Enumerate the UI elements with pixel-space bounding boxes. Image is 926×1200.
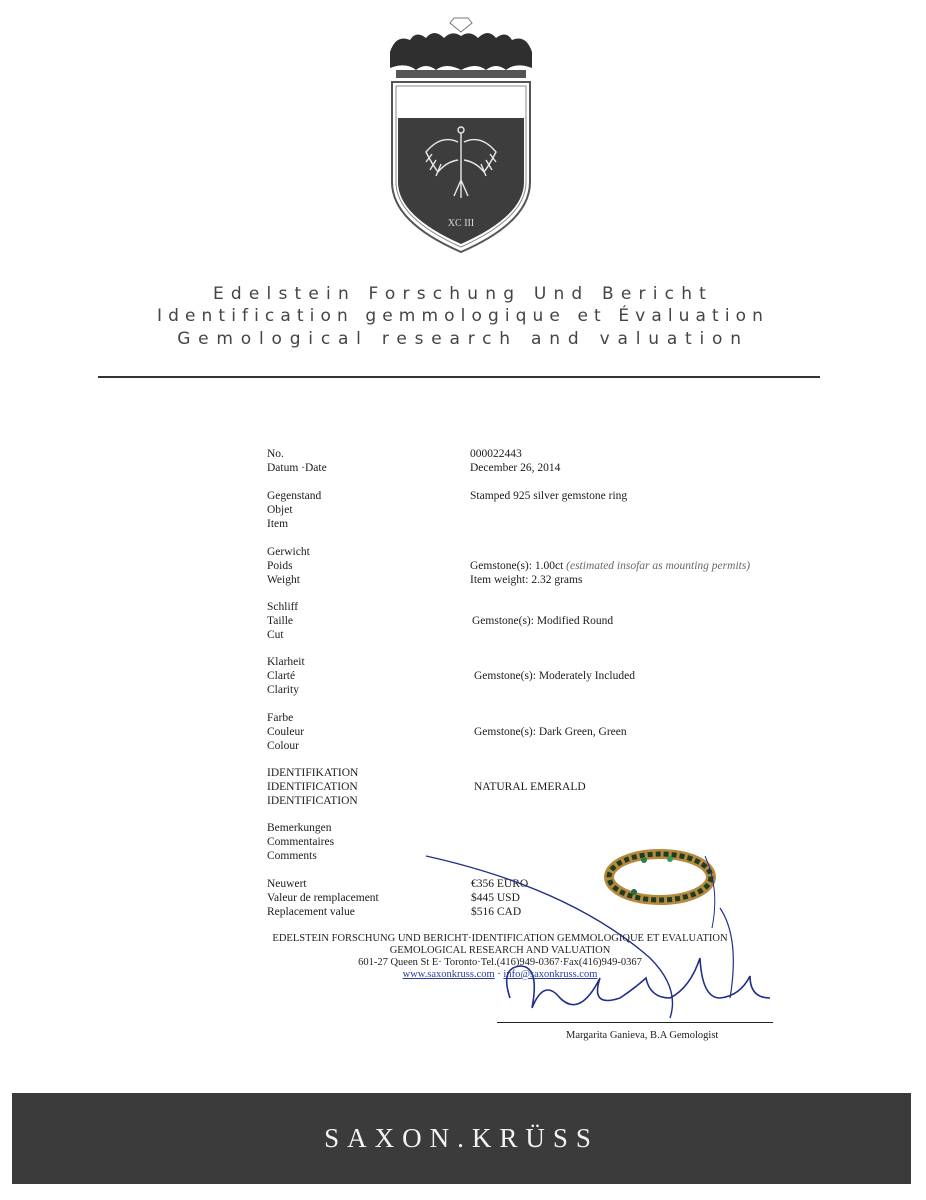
no-label: No. (267, 448, 284, 460)
ident-label-fr: IDENTIFICATION (267, 781, 358, 793)
clarity-label-de: Klarheit (267, 656, 305, 668)
signature-line (497, 1022, 773, 1023)
cut-value: Gemstone(s): Modified Round (472, 615, 614, 627)
weight-label-fr: Poids (267, 560, 293, 572)
value-usd: $445 USD (471, 892, 520, 904)
date-label: Datum ·Date (267, 462, 327, 474)
weight-label-de: Gerwicht (267, 546, 310, 558)
ident-value: NATURAL EMERALD (474, 781, 586, 793)
brand-name: SAXON.KRÜSS (324, 1123, 599, 1153)
cut-label-fr: Taille (267, 615, 294, 627)
title-french: Identification gemmologique et Évaluation (156, 306, 770, 326)
footer-address: 601-27 Queen St E· Toronto·Tel.(416)949-0367·Fax(416)949-0367 (358, 957, 642, 968)
crest-numeral: XC III (447, 218, 475, 229)
footer-line-1: EDELSTEIN FORSCHUNG UND BERICHT·IDENTIFICATION GEMMOLOGIQUE ET EVALUATION (272, 933, 728, 944)
item-value: Stamped 925 silver gemstone ring (470, 490, 628, 502)
value-label-de: Neuwert (267, 878, 307, 890)
weight-gemstone: Gemstone(s): 1.00ct (470, 560, 564, 572)
comments-label-de: Bemerkungen (267, 822, 332, 834)
item-label-en: Item (267, 518, 289, 530)
comments-label-en: Comments (267, 850, 317, 862)
value-label-en: Replacement value (267, 906, 355, 918)
email-link[interactable]: info@saxonkruss.com (503, 969, 598, 980)
colour-label-en: Colour (267, 740, 299, 752)
ident-label-en: IDENTIFICATION (267, 795, 358, 807)
signature (420, 848, 790, 1028)
item-label-de: Gegenstand (267, 490, 322, 502)
footer-line-2: GEMOLOGICAL RESEARCH AND VALUATION (389, 945, 611, 956)
weight-note: (estimated insofar as mounting permits) (566, 560, 751, 572)
brand-banner (12, 1093, 911, 1184)
cut-label-en: Cut (267, 629, 284, 641)
value-cad: $516 CAD (471, 906, 522, 918)
colour-label-fr: Couleur (267, 726, 305, 738)
item-label-fr: Objet (267, 504, 293, 516)
no-value: 000022443 (470, 448, 522, 460)
header-divider (98, 376, 820, 378)
weight-item: Item weight: 2.32 grams (470, 574, 583, 586)
ident-label-de: IDENTIFIKATION (267, 767, 359, 779)
signatory-name: Margarita Ganieva, B.A Gemologist (566, 1030, 719, 1041)
title-german: Edelstein Forschung Und Bericht (212, 284, 714, 304)
clarity-value: Gemstone(s): Moderately Included (474, 670, 635, 682)
colour-label-de: Farbe (267, 712, 294, 724)
weight-label-en: Weight (267, 574, 300, 586)
clarity-label-fr: Clarté (267, 670, 296, 682)
value-euro: €356 EURO (471, 878, 529, 890)
colour-value: Gemstone(s): Dark Green, Green (474, 726, 627, 738)
comments-label-fr: Commentaires (267, 836, 335, 848)
crest-shield-icon (386, 12, 536, 257)
title-english: Gemological research and valuation (177, 329, 749, 349)
date-value: December 26, 2014 (470, 462, 561, 474)
crest-logo (386, 12, 536, 257)
cut-label-de: Schliff (267, 601, 299, 613)
clarity-label-en: Clarity (267, 684, 299, 696)
footer-links: www.saxonkruss.com · info@saxonkruss.com (402, 969, 598, 980)
weight-value (470, 559, 750, 573)
value-label-fr: Valeur de remplacement (267, 892, 379, 904)
website-link[interactable]: www.saxonkruss.com (402, 969, 495, 980)
